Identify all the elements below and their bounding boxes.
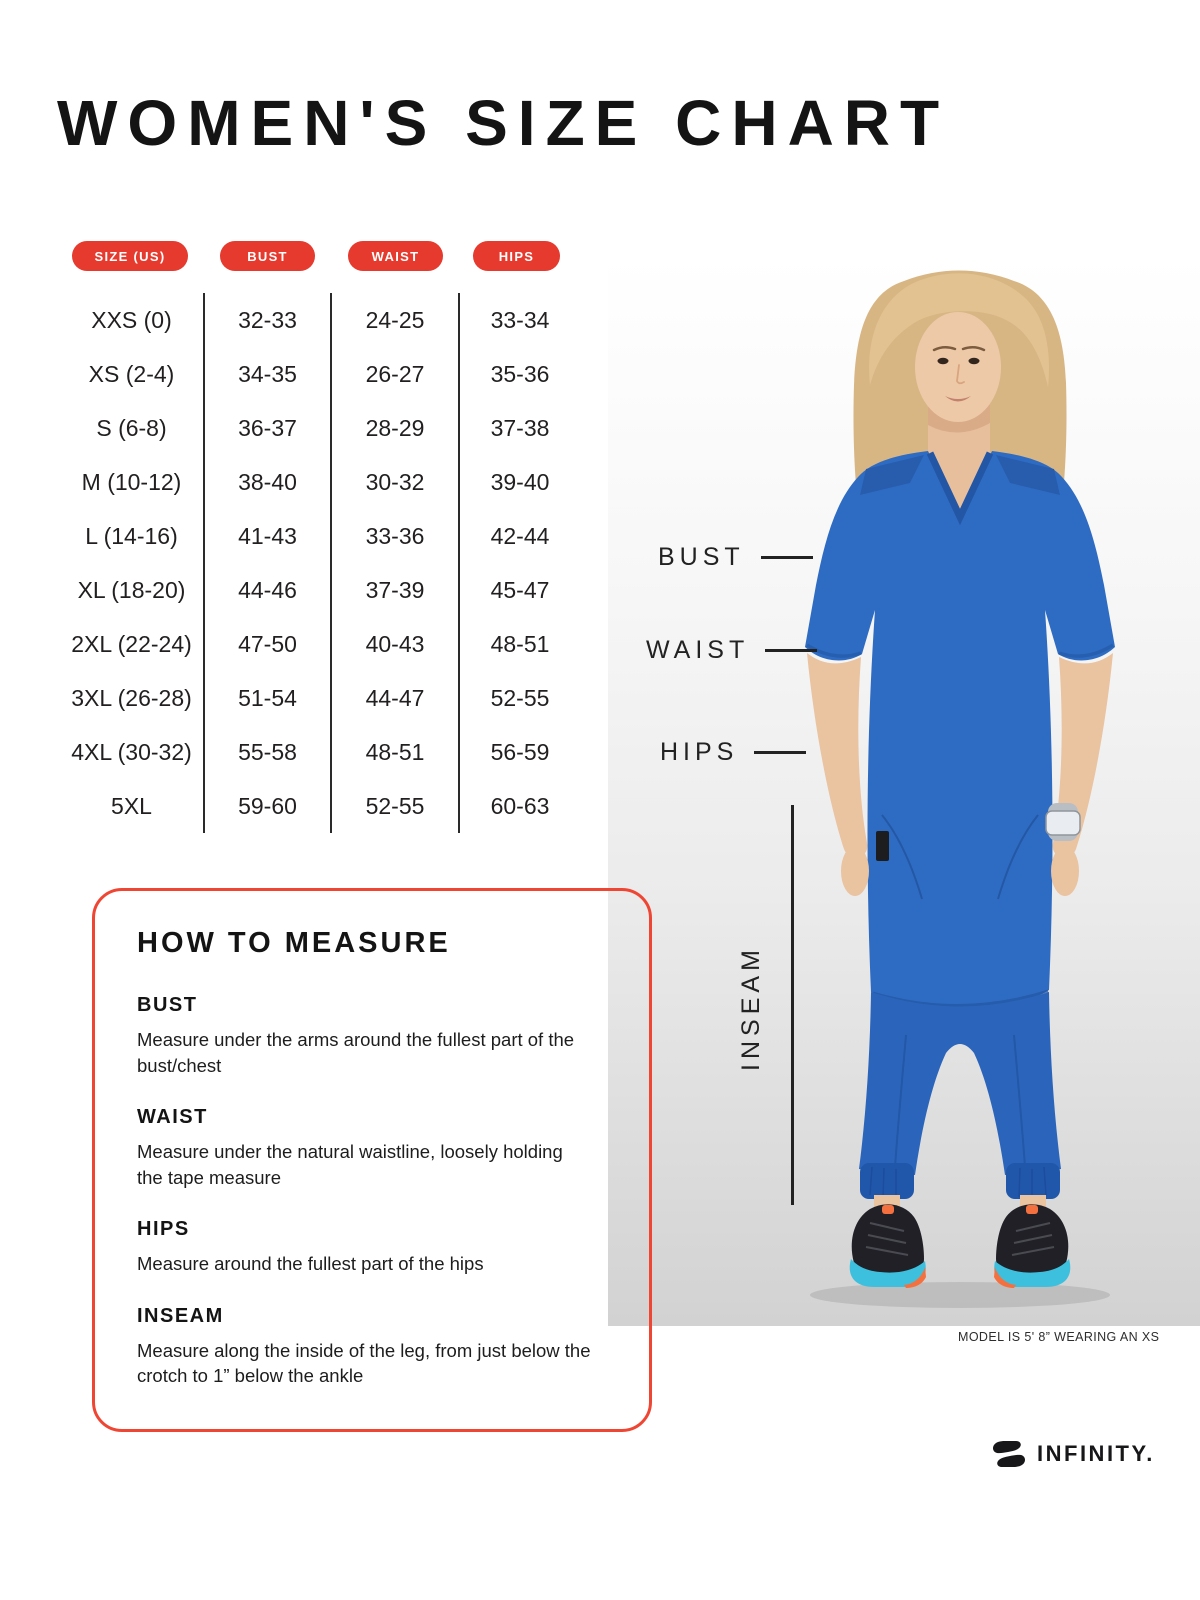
brand-logo — [992, 1440, 1155, 1468]
measure-section-heading-hips: HIPS — [137, 1218, 190, 1241]
hips-cell: 48-51 — [458, 617, 580, 671]
waist-cell: 44-47 — [330, 671, 458, 725]
size-cell: XS (2-4) — [88, 360, 175, 387]
bust-cell: 44-46 — [203, 563, 330, 617]
brand-wordmark: INFINITY. — [1037, 1441, 1155, 1466]
infinity-logo-icon — [992, 1440, 1026, 1468]
hips-cell: 37-38 — [458, 401, 580, 455]
bust-cell: 47-50 — [203, 617, 330, 671]
measure-section-text-hips: Measure around the fullest part of the hips — [137, 1253, 484, 1275]
bust-annotation-label: BUST — [658, 543, 745, 571]
size-cell: L (14-16) — [85, 522, 178, 549]
column-header-hips: HIPS — [473, 241, 560, 271]
hips-cell: 56-59 — [458, 725, 580, 779]
hips-cell: 45-47 — [458, 563, 580, 617]
model-photo — [608, 255, 1200, 1326]
size-table — [60, 241, 580, 833]
bust-cell: 55-58 — [203, 725, 330, 779]
model-caption: MODEL IS 5' 8” WEARING AN XS — [958, 1330, 1160, 1344]
hips-cell: 60-63 — [458, 779, 580, 833]
size-cell: 2XL (22-24) — [71, 630, 192, 657]
waist-cell: 26-27 — [330, 347, 458, 401]
size-cell: S (6-8) — [96, 414, 167, 441]
hips-annotation-label: HIPS — [660, 738, 739, 766]
page-title: WOMEN'S SIZE CHART — [57, 87, 950, 159]
bust-cell: 36-37 — [203, 401, 330, 455]
hips-cell: 39-40 — [458, 455, 580, 509]
measure-section-text-inseam: Measure along the inside of the leg, from just below the crotch to 1” below the ankle — [137, 1339, 591, 1387]
measure-section-text-waist: Measure under the natural waistline, loosely holding the tape measure — [137, 1141, 563, 1188]
inseam-annotation-line — [791, 805, 794, 1205]
hips-cell: 52-55 — [458, 671, 580, 725]
size-table-header — [60, 241, 580, 271]
measure-section-heading-waist: WAIST — [137, 1106, 208, 1129]
size-cell: XXS (0) — [91, 306, 172, 333]
waist-annotation — [646, 636, 817, 665]
waist-cell: 48-51 — [330, 725, 458, 779]
waist-cell: 40-43 — [330, 617, 458, 671]
waist-cell: 37-39 — [330, 563, 458, 617]
bust-cell: 59-60 — [203, 779, 330, 833]
hips-annotation — [660, 738, 806, 767]
bust-cell: 51-54 — [203, 671, 330, 725]
model-figure-illustration — [608, 255, 1200, 1326]
measure-section-heading-bust: BUST — [137, 994, 198, 1016]
waist-cell: 28-29 — [330, 401, 458, 455]
column-header-bust: BUST — [220, 241, 315, 271]
waist-annotation-label: WAIST — [646, 636, 750, 664]
waist-cell: 24-25 — [330, 293, 458, 347]
waist-annotation-line — [765, 649, 817, 652]
size-cell: 5XL — [111, 792, 152, 819]
size-table-body — [60, 293, 580, 833]
size-cell: 3XL (26-28) — [71, 684, 192, 711]
bust-cell: 34-35 — [203, 347, 330, 401]
hips-cell: 33-34 — [458, 293, 580, 347]
waist-cell: 33-36 — [330, 509, 458, 563]
how-to-measure-title: HOW TO MEASURE — [137, 927, 451, 959]
hips-cell: 42-44 — [458, 509, 580, 563]
hips-cell: 35-36 — [458, 347, 580, 401]
measure-section-heading-inseam: INSEAM — [137, 1304, 224, 1327]
inseam-annotation-label: INSEAM — [737, 945, 765, 1071]
bust-annotation-line — [761, 556, 813, 559]
size-cell: M (10-12) — [81, 468, 182, 495]
hips-annotation-line — [754, 751, 806, 754]
waist-cell: 30-32 — [330, 455, 458, 509]
size-cell: 4XL (30-32) — [71, 738, 192, 765]
column-header-waist: WAIST — [348, 241, 443, 271]
bust-cell: 32-33 — [203, 293, 330, 347]
measure-section-text-bust: Measure under the arms around the fullest part of the bust/chest — [137, 1029, 575, 1076]
bust-annotation — [658, 543, 813, 572]
size-cell: XL (18-20) — [77, 576, 186, 603]
bust-cell: 38-40 — [203, 455, 330, 509]
waist-cell: 52-55 — [330, 779, 458, 833]
bust-cell: 41-43 — [203, 509, 330, 563]
column-header-size: SIZE (US) — [72, 241, 188, 271]
how-to-measure-box — [92, 888, 652, 1432]
